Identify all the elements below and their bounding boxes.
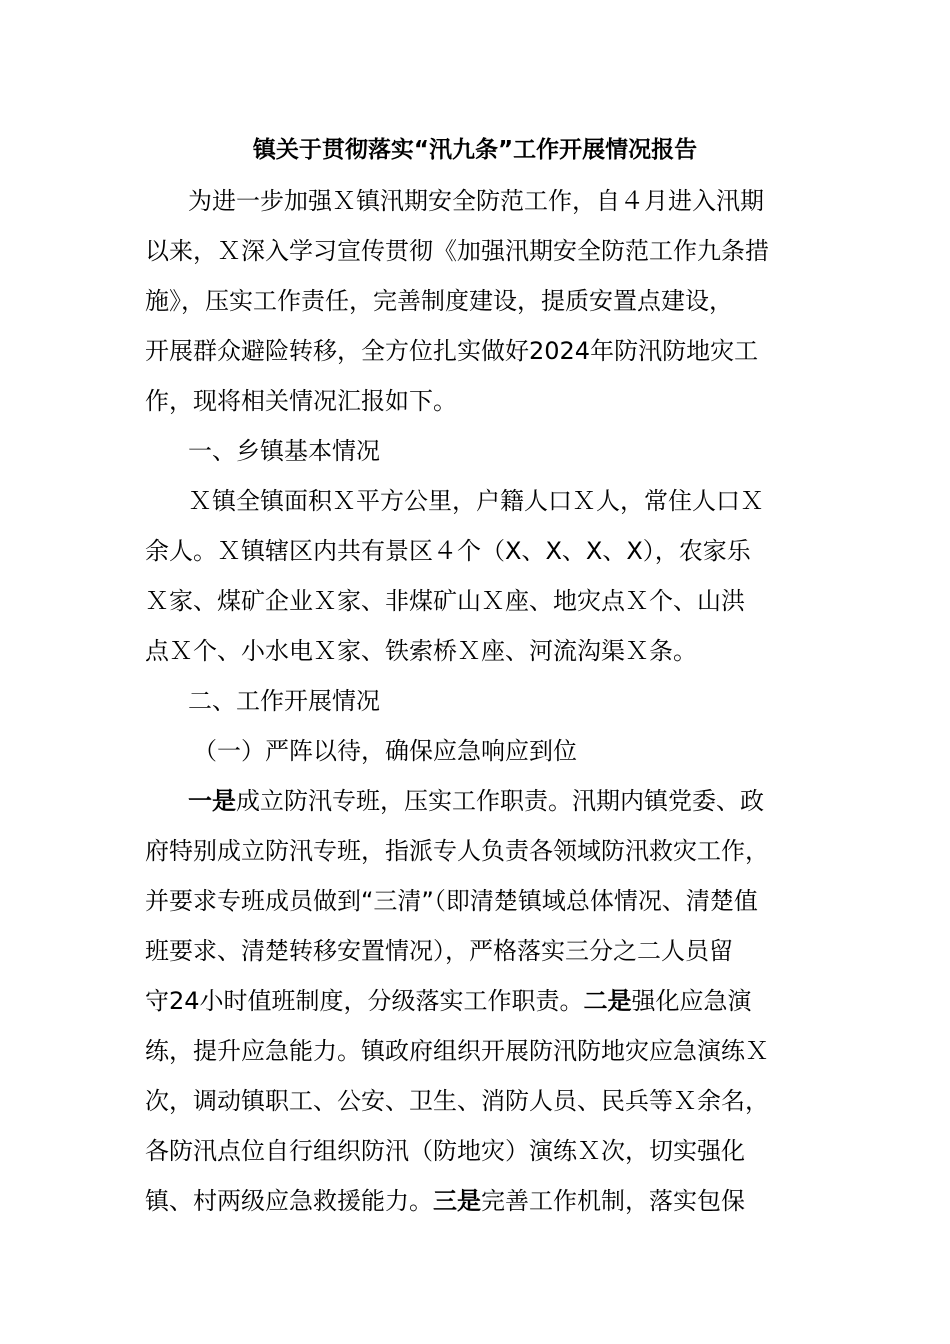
emphasis-label: 二是 (583, 987, 632, 1015)
paragraph-line: 次，调动镇职工、公安、卫生、消防人员、民兵等Ｘ余名， (145, 1087, 769, 1115)
paragraph-line (145, 1176, 810, 1226)
paragraph-line: 练，提升应急能力。镇政府组织开展防汛防地灾应急演练Ｘ (145, 1037, 769, 1065)
section-heading: 二、工作开展情况 (188, 687, 380, 715)
paragraph-line: 作，现将相关情况汇报如下。 (145, 387, 457, 415)
paragraph-text: 成立防汛专班，压实工作职责。汛期内镇党委、政 (236, 787, 764, 815)
paragraph-line: 开展群众避险转移，全方位扎实做好2024年防汛防地灾工 (145, 337, 759, 365)
paragraph-text: 完善工作机制，落实包保 (481, 1187, 745, 1215)
emphasis-label: 一是 (188, 787, 236, 815)
paragraph-line: 并要求专班成员做到“三清”（即清楚镇域总体情况、清楚值 (145, 887, 758, 915)
document-body (145, 176, 810, 1226)
paragraph-line: 各防汛点位自行组织防汛（防地灾）演练Ｘ次，切实强化 (145, 1137, 745, 1165)
paragraph-line: 以来，Ｘ深入学习宣传贯彻《加强汛期安全防范工作九条措 (145, 237, 769, 265)
paragraph-line: Ｘ镇全镇面积Ｘ平方公里，户籍人口Ｘ人，常住人口Ｘ (188, 487, 764, 515)
paragraph-line: 余人。Ｘ镇辖区内共有景区４个（X、X、X、X），农家乐 (145, 537, 751, 565)
paragraph-line: Ｘ家、煤矿企业Ｘ家、非煤矿山Ｘ座、地灾点Ｘ个、山洪 (145, 587, 745, 615)
paragraph-text: 镇、村两级应急救援能力。 (145, 1187, 433, 1215)
paragraph-line (145, 776, 810, 826)
paragraph-line: 点Ｘ个、小水电Ｘ家、铁索桥Ｘ座、河流沟渠Ｘ条。 (145, 637, 697, 665)
paragraph-text: 强化应急演 (631, 987, 752, 1015)
paragraph-line: 为进一步加强Ｘ镇汛期安全防范工作，自４月进入汛期 (188, 187, 764, 215)
paragraph-line: 施》，压实工作责任，完善制度建设，提质安置点建设， (145, 287, 733, 315)
paragraph-line (145, 976, 810, 1026)
paragraph-line: 班要求、清楚转移安置情况），严格落实三分之二人员留 (145, 937, 733, 965)
subsection-heading: （一）严阵以待，确保应急响应到位 (193, 737, 577, 765)
paragraph-text: 守24小时值班制度，分级落实工作职责。 (145, 987, 584, 1015)
paragraph-line: 府特别成立防汛专班，指派专人负责各领域防汛救灾工作， (145, 837, 769, 865)
section-heading: 一、乡镇基本情况 (188, 437, 380, 465)
emphasis-label: 三是 (433, 1187, 481, 1215)
document-title: 镇关于贯彻落实“汛九条”工作开展情况报告 (252, 137, 698, 163)
